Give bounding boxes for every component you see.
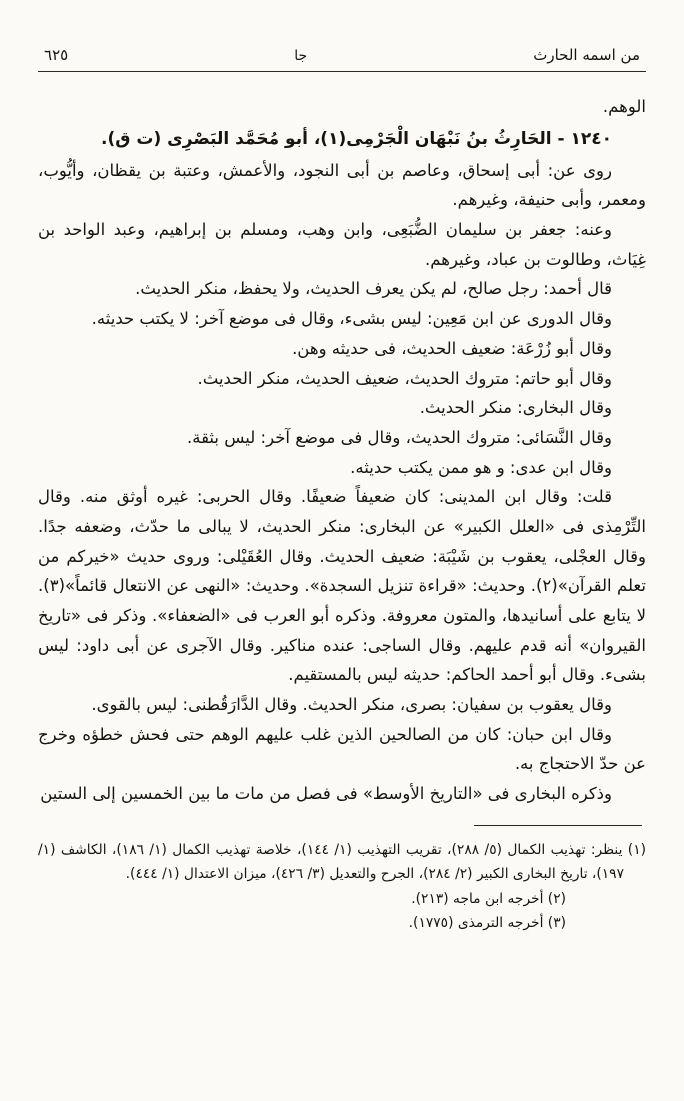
- paragraph-ibn-hibban-opinion: وقال ابن حبان: كان من الصالحين الذين غلب عليهم الوهم حتى فحش خطؤه وخرج عن حدّ الاحتجاج به.: [38, 724, 646, 774]
- running-title: من اسمه الحارث: [533, 46, 640, 64]
- header-divider: [38, 71, 646, 72]
- page-header: [38, 46, 646, 71]
- previous-entry-continuation: الوهم.: [602, 97, 646, 116]
- paragraph-abu-zura-opinion: وقال أبو زُرْعَة: ضعيف الحديث، فى حديثه وهن.: [292, 338, 612, 358]
- footnote-divider: [474, 825, 642, 826]
- footnote-1: (١) ينظر: تهذيب الكمال (٥/ ٢٨٨)، تقريب التهذيب (١/ ١٤٤)، خلاصة تهذيب الكمال (١/ ١٨٦)، الكاشف (١/ ١٩٧)، تاريخ البخارى الكبير (٢/ ٢٨٤)، الجرح والتعديل (٣/ ٤٢٦)، ميزان الاعتدال (١/ ٤٤٤).: [38, 841, 646, 883]
- paragraph-yaqub-opinion: وقال يعقوب بن سفيان: بصرى، منكر الحديث. وقال الدَّارَقُطنى: ليس بالقوى.: [91, 695, 612, 715]
- paragraph-narrated-by: وعنه: جعفر بن سليمان الضُّبَعِى، وابن وهب، ومسلم بن إبراهيم، وعبد الواحد بن غِيَاث، وطالوت بن عباد، وغيرهم.: [38, 220, 646, 269]
- entry-heading: ١٢٤٠ - الحَارِثُ بنُ نَبْهَان الْجَرْمِى(١)، أبو مُحَمَّد البَصْرِى (ت ق).: [101, 128, 612, 149]
- paragraph-ibn-adi-opinion: وقال ابن عدى: و هو ممن يكتب حديثه.: [350, 457, 612, 477]
- footnote-3: (٣) أخرجه الترمذى (١٧٧٥).: [408, 915, 566, 932]
- paragraph-bukhari-tarikh: وذكره البخارى فى «التاريخ الأوسط» فى فصل من مات ما بين الخمسين إلى الستين: [40, 784, 612, 804]
- paragraph-ahmad-opinion: قال أحمد: رجل صالح، لم يكن يعرف الحديث، ولا يحفظ، منكر الحديث.: [135, 279, 612, 299]
- footnote-2: (٢) أخرجه ابن ماجه (٢١٣).: [411, 890, 566, 907]
- page-number: ٦٢٥: [44, 46, 69, 64]
- paragraph-narrated-from: روى عن: أبى إسحاق، وعاصم بن أبى النجود، والأعمش، وعتبة بن يقظان، وأيُّوب، ومعمر، وأبى حنيفة، وغيرهم.: [38, 160, 646, 210]
- paragraph-duri-opinion: وقال الدورى عن ابن مَعِين: ليس بشىء، وقال فى موضع آخر: لا يكتب حديثه.: [91, 309, 612, 329]
- paragraph-nasai-opinion: وقال النَّسَائى: متروك الحديث، وقال فى موضع آخر: ليس بثقة.: [186, 427, 612, 447]
- paragraph-abu-hatim-opinion: وقال أبو حاتم: متروك الحديث، ضعيف الحديث، منكر الحديث.: [197, 368, 612, 388]
- footnotes-section: [38, 838, 646, 936]
- entry-body: [38, 92, 646, 809]
- paragraph-author-comment: قلت: وقال ابن المدينى: كان ضعيفاً ضعيفًا. وقال الحربى: غيره أوثق منه. وقال التِّرْمِذى فى «العلل الكبير» عن البخارى: منكر الحديث، لا يبالى ما حدّث، وضعفه جدًا. وقال العجْلى، يعقوب بن شَيْبَة: ضعيف الحديث. وقال العُقَيْلى: وروى حديث «خيركم من تعلم القرآن»(٢). وحديث: «قراءة تنزيل السجدة». وحديث: «النهى عن الانتعال قائماً»(٣). لا يتابع على أسانيدها، والمتون معروفة. وذكره أبو العرب فى «الضعفاء». وذكر فى «تاريخ القيروان» أنه قدم عليهم. وقال الساجى: عنده مناكير. وقال الآجرى عن أبى داود: ليس بشىء. وقال أبو أحمد الحاكم: حديثه ليس بالمستقيم.: [38, 487, 646, 685]
- paragraph-bukhari-opinion: وقال البخارى: منكر الحديث.: [419, 398, 612, 418]
- section-letter-mark: جا: [294, 48, 308, 64]
